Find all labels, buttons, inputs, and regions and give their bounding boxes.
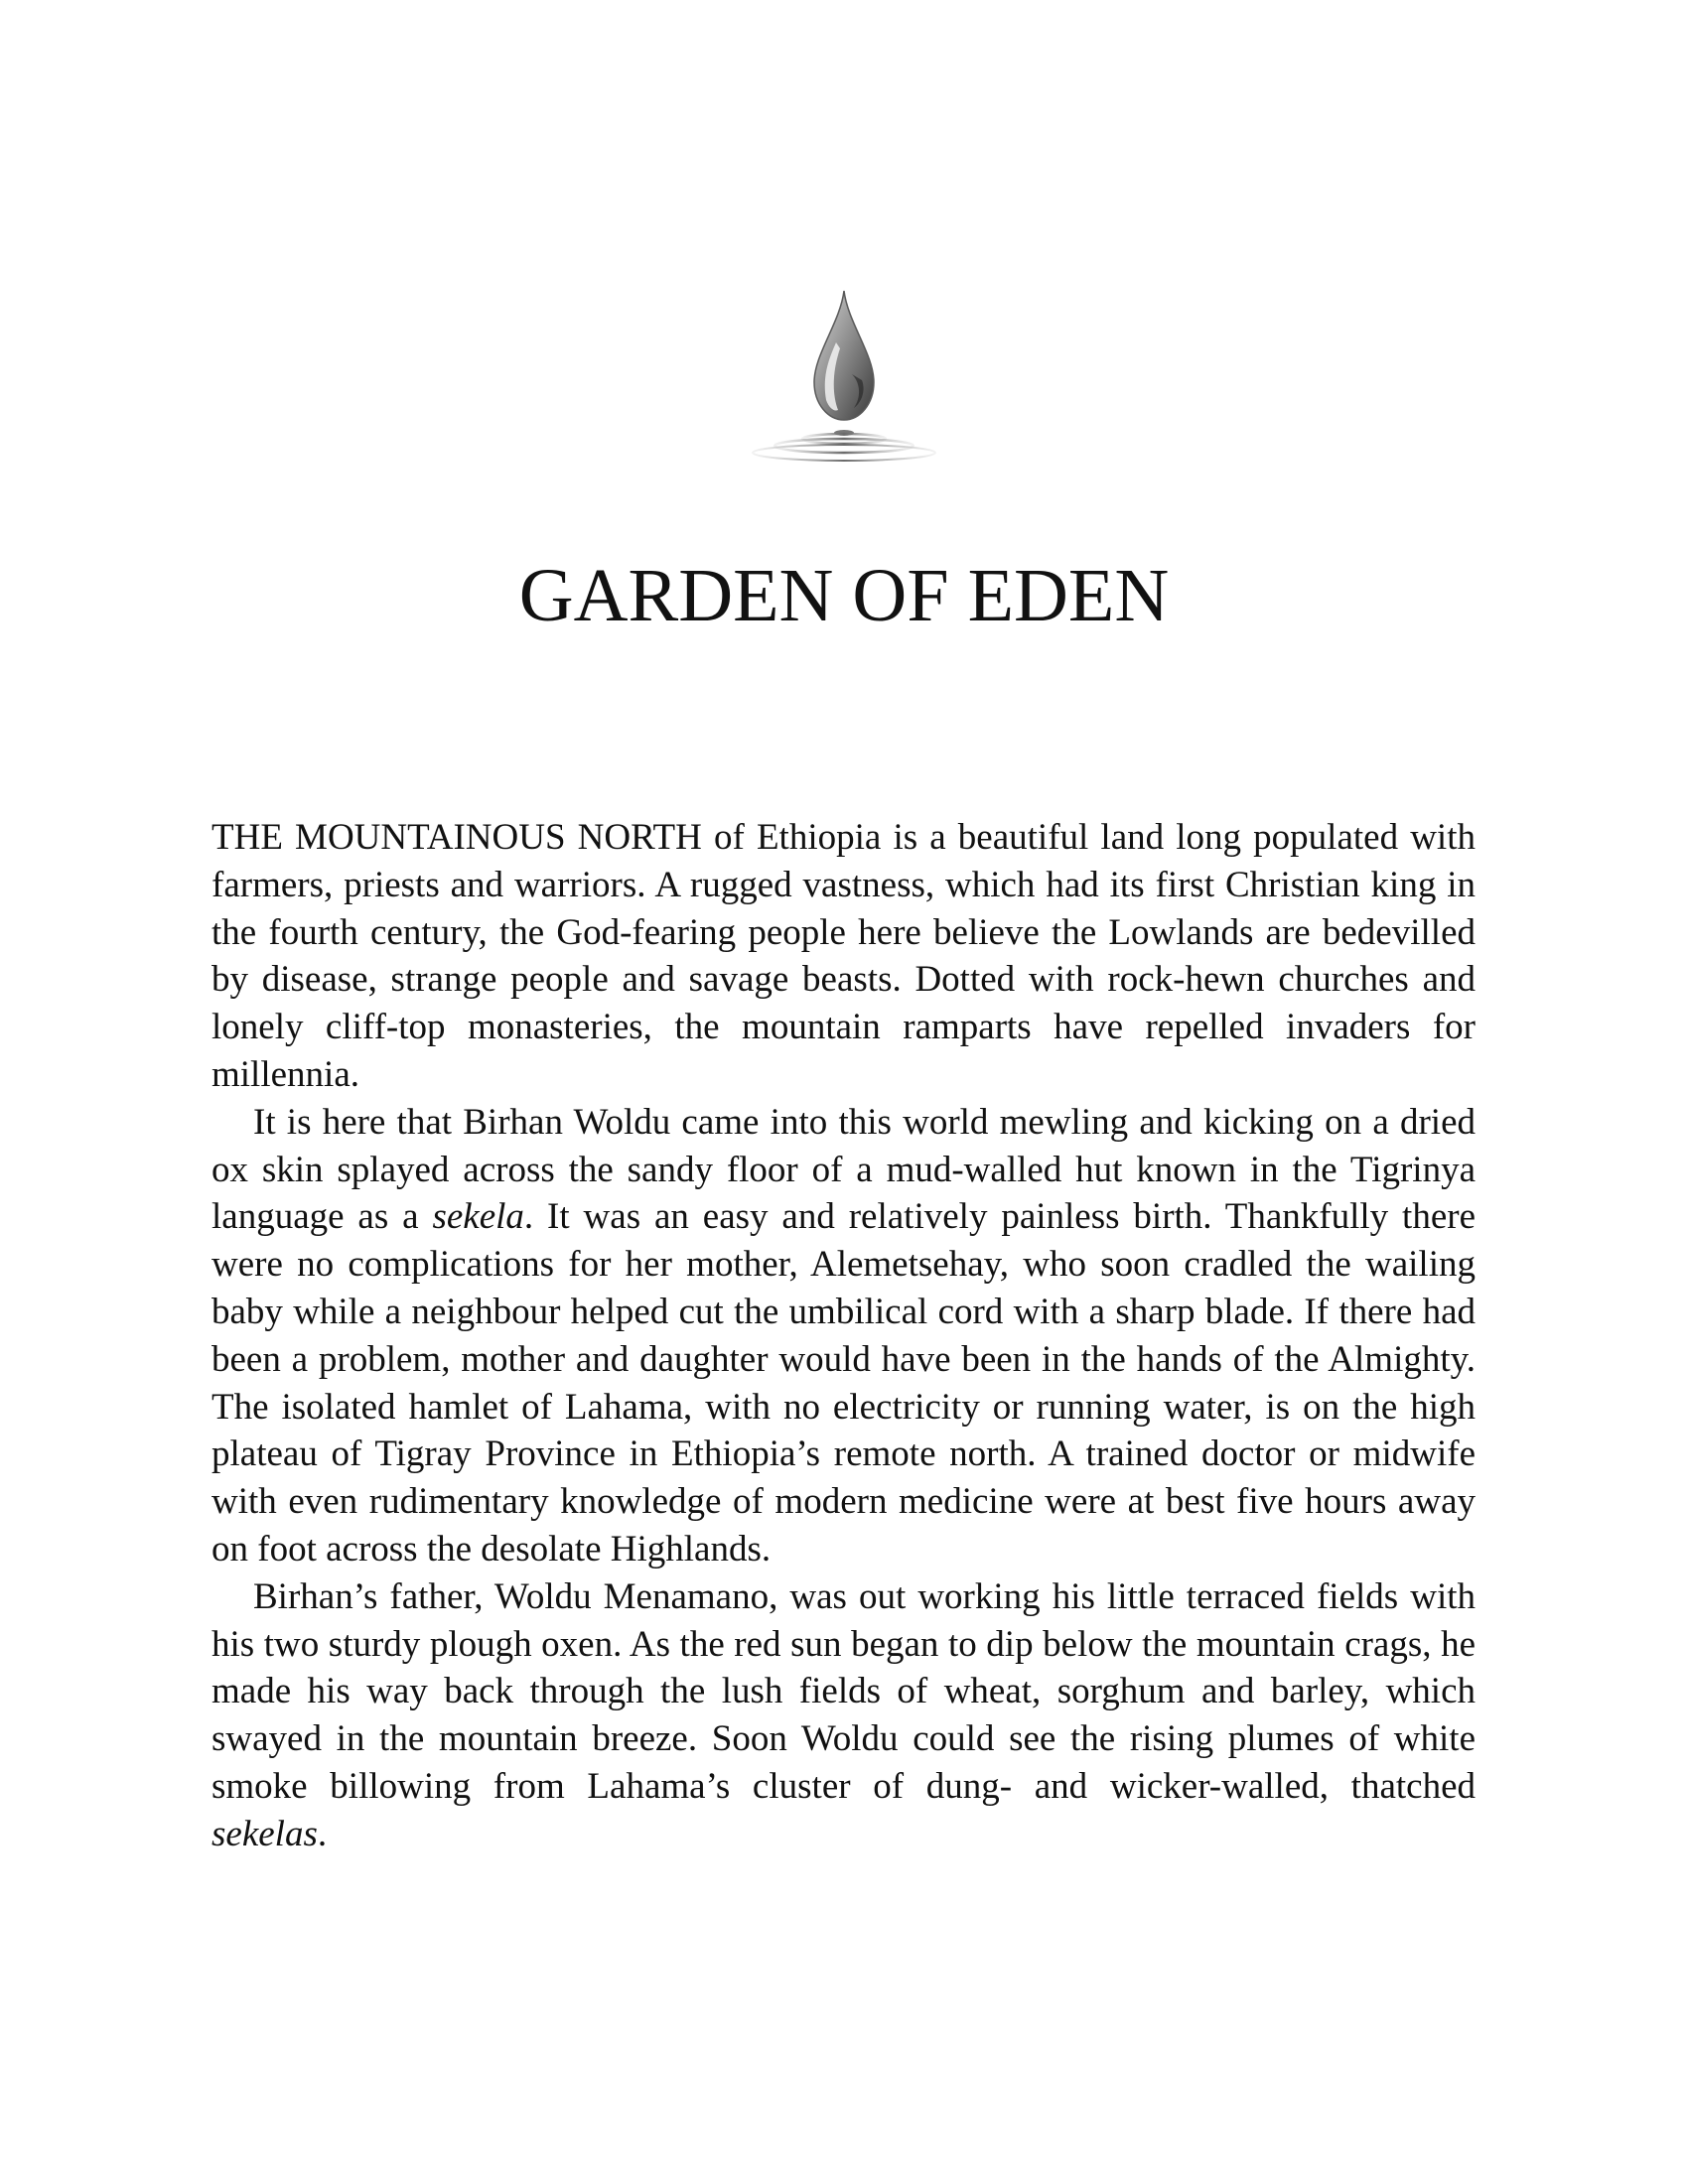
paragraph-text: . (317, 1813, 328, 1854)
paragraph-text: of Ethiopia is a beautiful land long populated with farmers, priests and warriors. A rugged vastness, which had its first Christian king in the fourth century, the God-fearing people here believe the Lowlands are bedevilled by disease, strange people and savage beasts. Dotted with rock-hewn churches and lonely cliff-top monasteries, the mountain ramparts have repelled invaders for millennia. (211, 817, 1476, 1095)
italic-term: sekela (432, 1196, 524, 1238)
paragraph-text: It is here that Birhan Woldu came into this world mewling and kicking on a dried ox skin splayed across the sandy floor of a mud-walled hut known in the Tigrinya language as a (211, 1101, 1476, 1238)
paragraph-text: Birhan’s father, Woldu Menamano, was out working his little terraced fields with his two sturdy plough oxen. As the red sun began to dip below the mountain crags, he made his way back through the lush fields of wheat, sorghum and barley, which swayed in the mountain breeze. Soon Woldu could see the rising plumes of white smoke billowing from Lahama’s cluster of dung- and wicker-walled, thatched (211, 1575, 1476, 1807)
paragraph-text: . It was an easy and relatively painless birth. Thankfully there were no complications for her mother, Alemetsehay, who soon cradled the wailing baby while a neighbour helped cut the umbilical cord with a sharp blade. If there had been a problem, mother and daughter would have been in the hands of the Almighty. The isolated hamlet of Lahama, with no electricity or running water, is on the high plateau of Tigray Province in Ethiopia’s remote north. A trained doctor or midwife with even rudimentary knowledge of modern medicine were at best five hours away on foot across the desolate Highlands. (211, 1196, 1477, 1570)
italic-term: sekelas (211, 1813, 318, 1854)
water-drop-ripple-icon (745, 283, 943, 467)
paragraph-1 (211, 814, 1476, 1099)
chapter-title: GARDEN OF EDEN (518, 554, 1170, 637)
chapter-body (211, 814, 1476, 1858)
paragraph-3 (211, 1573, 1476, 1858)
paragraph-2 (211, 1099, 1476, 1573)
lead-in-caps: THE MOUNTAINOUS NORTH (211, 817, 702, 858)
